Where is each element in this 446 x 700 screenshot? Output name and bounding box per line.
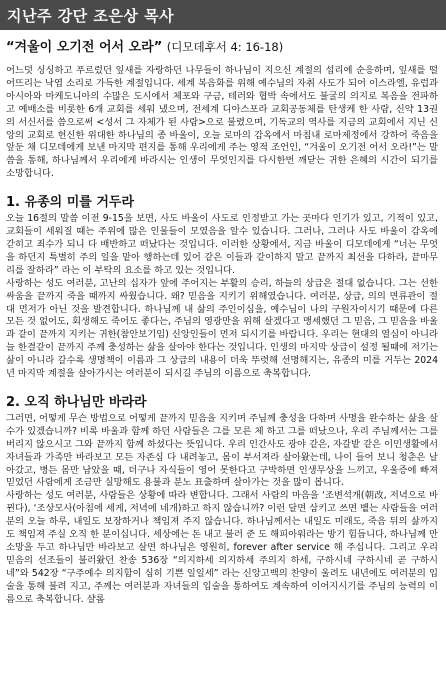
section1-paragraph-1: 오늘 16절의 말씀 이전 9-15을 보면, 사도 바울이 사도로 인정받고 가는 곳마다 인기가 있고, 기적이 있고, 교회들이 세워질 때는 주위에 많은 인물들이 모였음을 알수 있습니다. 그러나, 그러나 사도 바울이 감옥에 갇히고 죄수가 되니 다 배반하고 떠났다는 것입니다. 이러한 상황에서, 지금 바울이 디모데에게 “너는 무엇을 하던지 특별히 주의 일을 맡아 행하는데 있어 같은 이들과 같이하지 말고 끝까지 최선을 다하라, 끝마무리를 잘하라” 라는 이 부탁의 요소를 하고 있는 것입니다. <box>6 213 438 276</box>
sermon-content <box>6 34 438 616</box>
sermon-title <box>6 36 438 55</box>
sermon-title-text: “겨울이 오기전 어서 오라” <box>6 40 163 55</box>
section2-paragraph-2: 사랑하는 성도 여러분, 사람들은 상황에 따라 변합니다. 그래서 사람의 마음을 ‘조변석개(朝改, 저녁으로 바뀐다), ‘조상모사(아침에 세게, 저녁에 네개)하고 하지 않습니까? 이런 달면 삼키고 쓰면 뱉는 사람들을 여러분의 오늘 하루, 내일도 보장하거나 책임져 주지 않습니다. 하나님께서는 내일도 미래도, 죽음 뒤의 삶까지도 책임져 주실 오직 한 분이십니다. 세상에는 돈 내고 불러 준 도 해피아워라는 방기 힘듭니다, 하나님께 만 소망을 두고 하나님만 바라보고 살면 하나님은 영원히, forever after service 해 주십니다. 그리고 우리 믿음의 선조들이 불러왔던 찬송 536장 “의지하세 의지하세 주의지 하세, 구하시네 구하시네 곧 구하시네”와 542장 “구주예수 의지함이 심히 기쁜 일일세” 라는 신앙고백의 찬양이 울려도 내년에도 여러분의 입술을 통해 불려 지고, 주께는 여러분과 자녀들의 입술을 통하여도 계속하여 이어지시기를 주님의 능력의 이름으로 축복합니다. 샬롬 <box>6 490 438 605</box>
sermon-reference: (디모데후서 4: 16-18) <box>166 40 284 54</box>
section2-heading: 2. 오직 하나님만 바라라 <box>6 394 147 410</box>
header-title: 지난주 강단 조은상 목사 <box>7 6 175 25</box>
intro-paragraph: 어느덧 싱싱하고 푸르렀던 잎새를 자랑하던 나무들이 하나님이 지으신 계절의 섭리에 순응하며, 잎새를 떨어뜨리는 낙엽 소리로 가득한 계절입니다. 세계 복음화를 위해 예수님의 자취 사도가 되어 이스라엘, 유럽과 아시아와 마케도니아의 수많은 도시에서 체포와 구금, 테러와 협박 속에서도 불굴의 의지로 복음을 전파하고 예배소를 비롯한 6개 교회를 세워 냈으며, 전세계 디아스포라 교회공동체를 탄생케 한 사람, 신약 13권의 서신서를 씀으로써 <성서 그 자체가 된 사람>으로 불렸으며, 기독교의 역사를 지금의 교회에서 지닌 신앙의 교회로 헌신한 위대한 하나님의 종 바울이, 오늘 로마의 감옥에서 마침내 로마제정에서 강하어 죽음을 앞둔 채 디모데에게 보낸 마지막 편지를 통해 우리에게 주는 영적 조언인, “겨울이 오기전 어서 오라!”는 말씀을 통해, 하나님께서 우리에게 바라시는 인생이 무엇인지를 다시한번 깨닫는 귀한 은혜의 시간이 되기를 소망합니다. <box>6 65 438 180</box>
header-bar <box>0 0 446 30</box>
section1-heading: 1. 유종의 미를 거두라 <box>6 195 135 211</box>
section2-paragraph-1: 그러면, 어떻게 무슨 방법으로 어떻게 끝까지 믿음을 지키며 주님께 충성을 다하며 사명을 완수하는 삶을 살수가 있겠습니까? 비록 바울과 함께 하던 사람들은 그를 모른 체 하고 그를 떠났으나, 우리 주님께서는 그를 버리지 않으시고 그와 끝까지 함께 하셨다는 뜻입니다. 우리 인간사도 광야 같은, 자갈밭 같은 이민생활에서 자녀들과 가족만 바라보고 모든 자존심 다 내려놓고, 몸이 부서져라 살아왔는데, 나이 들어 보니 청춘은 날아갔고, 병든 몸만 남았을 때, 더구나 자식들이 영어 못한다고 구박하면 인생무상을 느끼고, 우울증에 빠져 믿었던 사람에게 조금만 실망해도 용불과 분노 표출하며 살아가는 것을 많이 봅니다. <box>6 412 438 489</box>
section1-paragraph-2: 사랑하는 성도 여러분, 고난의 십자가 앞에 주어지는 부활의 승리, 하늘의 상급은 절대 없습니다. 그는 선한 싸움을 끝까지 죽을 때까지 싸웠습니다. 왜? 믿음을 지키기 위해였습니다. 여러분, 상급, 의의 면류관이 절대 먼저가 아닌 것을 발견합니다. 하나님께 내 삶의 주인이심을, 예수님이 나의 구원자이시기 때문에 다른 모든 것 없어도, 회생해도 죽어도 좋다는, 주님의 영광만을 위해 살겠다고 맹세했던 그 믿음, 그 믿음을 바울과 같이 끝까지 지키는 귀한(참안보기임) 신앙인들이 먼저 되시기를 바랍니다. 우리는 현대의 열심이 아니라 늘 한결같이 끝까지 주께 충성하는 삶을 살아야 한다는 것입니다. 인생의 마지막 상급이 설정 될때에 저기는 삶이 아니라 갈수록 생명책이 이름과 그 상급의 내용이 더욱 뚜렷해 선명해지는, 유종의 미를 거두는 2024년 마지막 계절을 살아가시는 여러분이 되시길 주님의 이름으로 축복합니다. <box>6 277 438 380</box>
